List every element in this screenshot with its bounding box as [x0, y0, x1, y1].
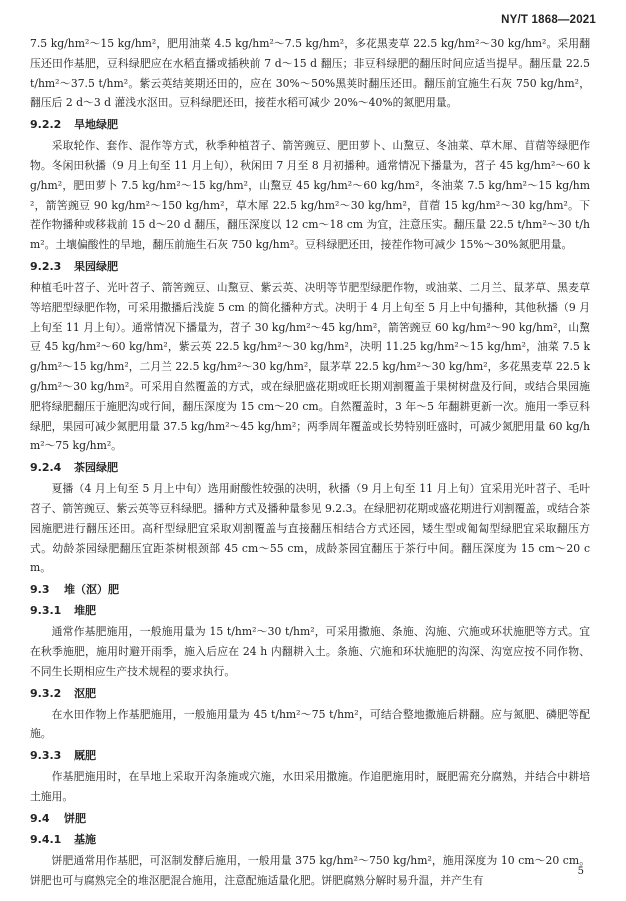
heading-title: 茶园绿肥 — [74, 461, 118, 475]
heading-title: 堆（沤）肥 — [64, 583, 119, 597]
standard-code: NY/T 1868—2021 — [501, 14, 596, 26]
subsection-heading — [30, 459, 590, 477]
heading-number: 9.2.3 — [30, 259, 62, 273]
heading-number: 9.4.1 — [30, 832, 62, 846]
heading-title: 旱地绿肥 — [74, 118, 118, 132]
body-paragraph: 作基肥施用时，在旱地上采取开沟条施或穴施，水田采用撒施。作追肥施用时，厩肥需充分腐熟，并结合中耕培土施用。 — [30, 770, 590, 803]
section-heading — [30, 810, 590, 828]
section-heading — [30, 581, 590, 599]
heading-number: 9.3 — [30, 583, 50, 597]
body-paragraph: 通常作基肥施用，一般施用量为 15 t/hm²～30 t/hm²，可采用撒施、条施、沟施、穴施或环状施肥等方式。宜在秋季施肥，施用时避开雨季，施入后应在 24 h 内翻耕入土。条施、穴施和环状施肥的沟深、沟宽应按不同作物、不同生长期相应生产技术规程的要求执行。 — [30, 625, 590, 678]
body-paragraph: 饼肥通常用作基肥，可沤制发酵后施用，一般用量 375 kg/hm²～750 kg/hm²，施用深度为 10 cm～20 cm。饼肥也可与腐熟完全的堆沤肥混合施用，注意配施适量化肥。饼肥腐熟分解时易升温，并产生有 — [30, 853, 590, 887]
heading-number: 9.3.3 — [30, 749, 62, 763]
body-paragraph: 在水田作物上作基肥施用，一般施用量为 45 t/hm²～75 t/hm²，可结合整地撒施后耕翻。应与氮肥、磷肥等配施。 — [30, 707, 590, 741]
heading-title: 厩肥 — [74, 749, 96, 763]
heading-number: 9.3.2 — [30, 686, 62, 700]
page-number: 5 — [577, 866, 584, 877]
heading-title: 基施 — [74, 832, 96, 846]
subsection-heading — [30, 602, 590, 620]
subsection-heading — [30, 258, 590, 276]
heading-title: 果园绿肥 — [74, 259, 118, 273]
subsection-heading — [30, 831, 590, 849]
heading-title: 沤肥 — [74, 686, 96, 700]
body-paragraph: 7.5 kg/hm²～15 kg/hm²，肥用油菜 4.5 kg/hm²～7.5 kg/hm²，多花黑麦草 22.5 kg/hm²～30 kg/hm²。采用翻压还田作基肥，豆科绿肥应在水稻直播或插秧前 7 d～15 d 翻压；非豆科绿肥的翻压时间应适当提早。翻压量 22.5 t/hm²～37.5 t/hm²。紫云英结荚期还田的，应在 30%～50%黑荚时翻压还田。翻压前宜施生石灰 750 kg/hm²，翻压后 2 d～3 d 灌浅水沤田。豆科绿肥还田，接茬水稻可减少 20%～40%的氮肥用量。 — [30, 37, 590, 110]
body-paragraph: 夏播（4 月上旬至 5 月上中旬）选用耐酸性较强的决明，秋播（9 月上旬至 11 月上旬）宜采用光叶苕子、毛叶苕子、箭筈豌豆、紫云英等豆科绿肥。播种方式及播种量参见 9.2.3。在绿肥初花期或盛花期进行刈割覆盖，或结合茶园施肥进行翻压还田。高秆型绿肥宜采取刈割覆盖与直接翻压相结合方式还园，矮生型或匍匐型绿肥宜采取翻压方式。幼龄茶园绿肥翻压宜距茶树根颈部 45 cm～55 cm，成龄茶园宜翻压于茶行中间。翻压深度为 15 cm～20 cm。 — [30, 482, 590, 575]
body-paragraph: 采取轮作、套作、混作等方式，秋季种植苕子、箭筈豌豆、肥田萝卜、山黧豆、冬油菜、草木犀、苜蓿等绿肥作物。冬闲田秋播（9 月上旬至 11 月上旬），秋闲田 7 月至 8 月初播种。通常情况下播量为，苕子 45 kg/hm²～60 kg/hm²，肥田萝卜 7.5 kg/hm²～15 kg/hm²，山黧豆 45 kg/hm²～60 kg/hm²，冬油菜 7.5 kg/hm²～15 kg/hm²，箭筈豌豆 90 kg/hm²～150 kg/hm²，草木犀 22.5 kg/hm²～30 kg/hm²，苜蓿 15 kg/hm²～30 kg/hm²。下茬作物播种或移栽前 15 d～20 d 翻压，翻压深度以 12 cm～18 cm 为宜，注意压实。翻压量 22.5 t/hm²～30 t/hm²。土壤偏酸性的旱地，翻压前施生石灰 750 kg/hm²。豆科绿肥还田，接茬作物可减少 15%～30%氮肥用量。 — [30, 139, 590, 252]
heading-number: 9.2.2 — [30, 118, 62, 132]
subsection-heading — [30, 116, 590, 134]
heading-number: 9.4 — [30, 811, 50, 825]
body-paragraph: 种植毛叶苕子、光叶苕子、箭筈豌豆、山黧豆、紫云英、决明等节肥型绿肥作物，或油菜、二月兰、鼠茅草、黑麦草等培肥型绿肥作物，可采用撒播后浅旋 5 cm 的简化播种方式。决明于 4 月上旬至 5 月上中旬播种，其他秋播（9 月上旬至 11 月上旬）。通常情况下播量为，苕子 30 kg/hm²～45 kg/hm²，箭筈豌豆 60 kg/hm²～90 kg/hm²，山黧豆 45 kg/hm²～60 kg/hm²，紫云英 22.5 kg/hm²～30 kg/hm²，决明 11.25 kg/hm²～15 kg/hm²，油菜 7.5 kg/hm²～15 kg/hm²，二月兰 22.5 kg/hm²～30 kg/hm²，鼠茅草 22.5 kg/hm²～30 kg/hm²，多花黑麦草 22.5 kg/hm²～30 kg/hm²。可采用自然覆盖的方式，或在绿肥盛花期或旺长期刈割覆盖于果树树盘及行间，或结合果园施肥将绿肥翻压于施肥沟或行间，翻压深度为 15 cm～20 cm。自然覆盖时，3 年～5 年翻耕更新一次。施用一季豆科绿肥，果园可减少氮肥用量 37.5 kg/hm²～45 kg/hm²；两季周年覆盖或长势特别旺盛时，可减少氮肥用量 60 kg/hm²～75 kg/hm²。 — [30, 280, 590, 453]
subsection-heading — [30, 747, 590, 765]
heading-title: 堆肥 — [74, 604, 96, 618]
heading-number: 9.3.1 — [30, 604, 62, 618]
heading-number: 9.2.4 — [30, 461, 62, 475]
subsection-heading — [30, 685, 590, 703]
document-body — [30, 34, 590, 890]
heading-title: 饼肥 — [64, 811, 86, 825]
